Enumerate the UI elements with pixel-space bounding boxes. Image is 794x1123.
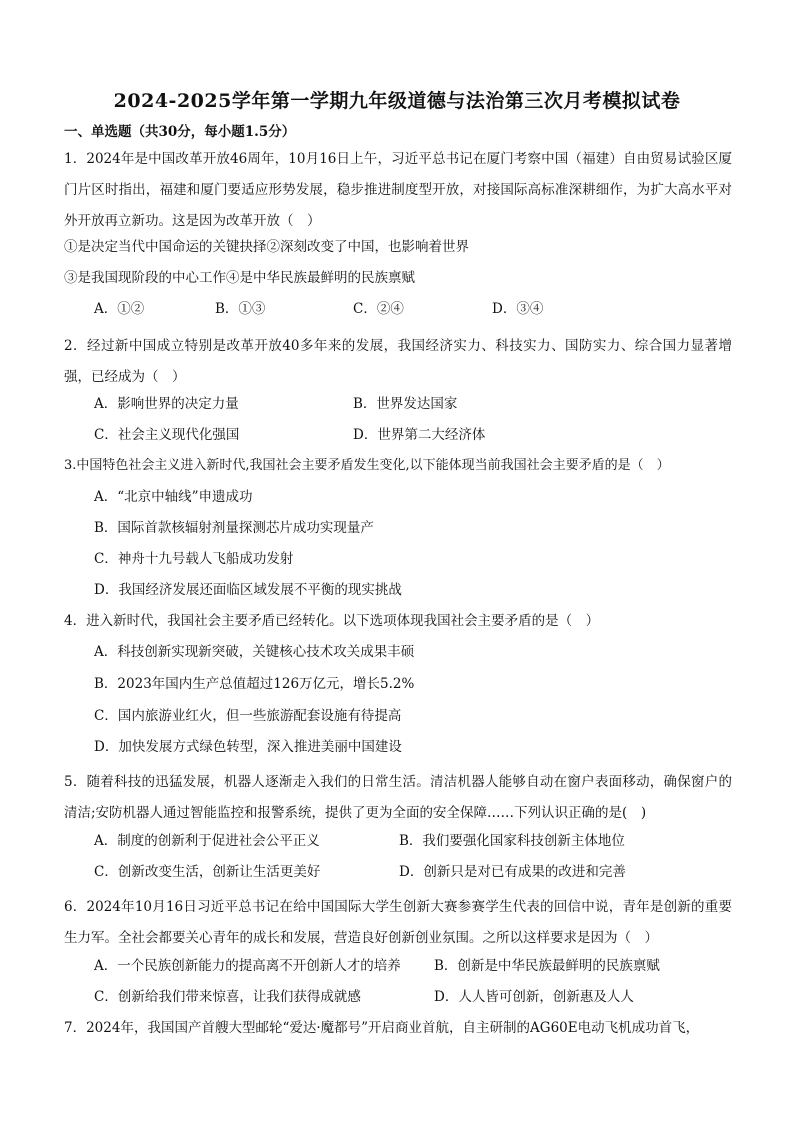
question-2-option-c[interactable]: C．社会主义现代化强国 [94,427,240,443]
question-5-option-a[interactable]: A．制度的创新利于促进社会公平正义 [94,833,320,849]
question-2-option-b[interactable]: B．世界发达国家 [353,396,458,412]
question-6-option-a[interactable]: A．一个民族创新能力的提高离不开创新人才的培养 [94,958,401,974]
question-3-stem: 3.中国特色社会主义进入新时代,我国社会主要矛盾发生变化,以下能体现当前我国社会主要矛盾的是（ ） [64,458,670,473]
question-2-stem: 2．经过新中国成立特别是改革开放40多年来的发展，我国经济实力、科技实力、国防实力、综合国力显著增强，已经成为（ ） [64,338,732,385]
question-2-option-d[interactable]: D．世界第二大经济体 [353,427,486,443]
question-4-option-c[interactable]: C．国内旅游业红火，但一些旅游配套设施有待提高 [94,708,402,724]
question-1-option-a[interactable]: A．①② [94,301,145,317]
question-6-stem: 6．2024年10月16日习近平总书记在给中国国际大学生创新大赛参赛学生代表的回信中说，青年是创新的重要生力军。全社会都要关心青年的成长和发展，营造良好创新创业氛围。之所以这样要求是因为（ ） [64,899,732,946]
question-5-stem: 5．随着科技的迅猛发展，机器人逐渐走入我们的日常生活。清洁机器人能够自动在窗户表面移动，确保窗户的清洁;安防机器人通过智能监控和报警系统，提供了更为全面的安全保障……下列认识正确的是( ) [64,774,732,821]
question-3-option-d[interactable]: D．我国经济发展还面临区域发展不平衡的现实挑战 [94,582,402,598]
question-1-statements-2: ③是我国现阶段的中心工作④是中华民族最鲜明的民族禀赋 [64,270,415,286]
question-6-option-c[interactable]: C．创新给我们带来惊喜，让我们获得成就感 [94,989,361,1005]
question-7-stem: 7．2024年，我国国产首艘大型邮轮“爱达·魔都号”开启商业首航，自主研制的AG60E电动飞机成功首飞， [64,1020,700,1036]
section-heading: 一、单选题（共30分，每小题1.5分） [64,124,296,140]
question-5-option-d[interactable]: D．创新只是对已有成果的改进和完善 [399,864,626,880]
question-1-stem: 1．2024年是中国改革开放46周年，10月16日上午，习近平总书记在厦门考察中国（福建）自由贸易试验区厦门片区时指出，福建和厦门要适应形势发展，稳步推进制度型开放，对接国际高标准深耕细作，为扩大高水平对外开放再立新功。这是因为改革开放（ ） [64,151,732,229]
question-4-option-d[interactable]: D．加快发展方式绿色转型，深入推进美丽中国建设 [94,739,402,755]
question-1-statements-1: ①是决定当代中国命运的关键抉择②深刻改变了中国，也影响着世界 [64,239,469,255]
question-4-option-b[interactable]: B．2023年国内生产总值超过126万亿元，增长5.2% [94,676,415,692]
page-title: 2024-2025学年第一学期九年级道德与法治第三次月考模拟试卷 [113,90,681,112]
question-6-option-b[interactable]: B．创新是中华民族最鲜明的民族禀赋 [434,958,660,974]
question-5-option-b[interactable]: B．我们要强化国家科技创新主体地位 [399,833,625,849]
question-1-option-c[interactable]: C．②④ [353,301,404,317]
question-5-option-c[interactable]: C．创新改变生活，创新让生活更美好 [94,864,321,880]
question-4-stem: 4．进入新时代，我国社会主要矛盾已经转化。以下选项体现我国社会主要矛盾的是（ ） [64,613,600,629]
question-3-option-a[interactable]: A．“北京中轴线”申遗成功 [94,489,253,505]
question-4-option-a[interactable]: A．科技创新实现新突破，关键核心技术攻关成果丰硕 [94,644,415,660]
question-6-option-d[interactable]: D．人人皆可创新，创新惠及人人 [434,989,634,1005]
question-2-option-a[interactable]: A．影响世界的决定力量 [94,396,239,412]
question-3-option-c[interactable]: C．神舟十九号载人飞船成功发射 [94,551,294,567]
question-1-option-b[interactable]: B．①③ [215,301,266,317]
question-1-option-d[interactable]: D．③④ [492,301,544,317]
question-3-option-b[interactable]: B．国际首款核辐射剂量探测芯片成功实现量产 [94,520,374,536]
